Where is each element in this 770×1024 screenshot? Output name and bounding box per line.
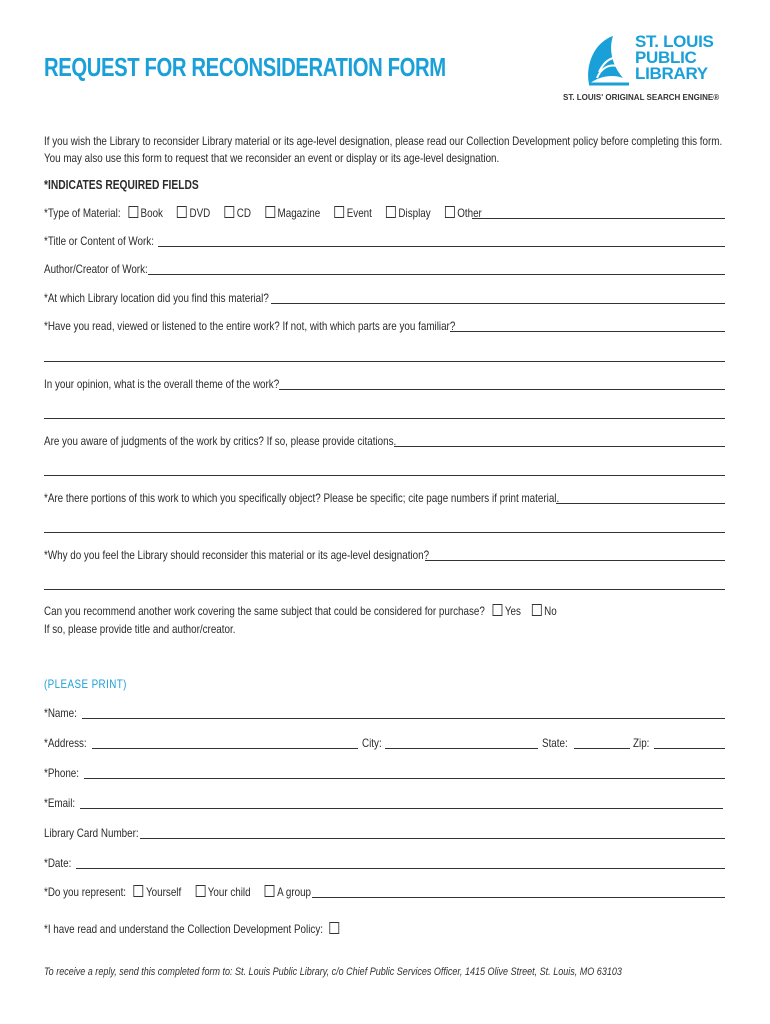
print-note: (PLEASE PRINT): [44, 677, 127, 691]
other-label: Other: [457, 206, 482, 220]
recommend-label: Can you recommend another work covering the same subject that could be considered for purchase?: [44, 604, 485, 618]
address-input-line[interactable]: [92, 748, 358, 749]
date-input-line[interactable]: [76, 868, 725, 869]
your-child-label: Your child: [207, 885, 251, 899]
recommend-no-label: No: [544, 604, 557, 618]
your-child-checkbox[interactable]: [195, 885, 205, 897]
name-input-line[interactable]: [82, 718, 725, 719]
card-label: Library Card Number:: [44, 826, 139, 840]
intro-text: [44, 133, 722, 167]
a-group-label: A group: [277, 885, 312, 899]
other-checkbox[interactable]: [445, 206, 455, 218]
city-label: City:: [362, 736, 382, 750]
title-label: *Title or Content of Work:: [44, 234, 154, 248]
name-label: *Name:: [44, 706, 77, 720]
magazine-checkbox[interactable]: [265, 206, 275, 218]
theme-input-line-2[interactable]: [44, 418, 725, 419]
logo-line-3: LIBRARY: [635, 64, 708, 83]
intro-line-1: If you wish the Library to reconsider Library material or its age-level designation, please read our Collection Development policy before completing this form.: [44, 134, 723, 148]
read-entire-input-line[interactable]: [450, 331, 725, 332]
read-entire-input-line-2[interactable]: [44, 361, 725, 362]
phone-input-line[interactable]: [84, 778, 725, 779]
cd-checkbox[interactable]: [224, 206, 234, 218]
address-label: *Address:: [44, 736, 87, 750]
policy-label: *I have read and understand the Collection Development Policy:: [44, 922, 323, 936]
title-input-line[interactable]: [158, 246, 725, 247]
tagline: ST. LOUIS' ORIGINAL SEARCH ENGINE®: [563, 93, 720, 102]
logo-line-1: ST. LOUIS: [635, 32, 714, 51]
represent-label: *Do you represent:: [44, 885, 127, 899]
intro-line-2: You may also use this form to request that we reconsider an event or display or its age-level designation.: [44, 151, 500, 165]
email-input-line[interactable]: [80, 808, 723, 809]
recommend-yes-label: Yes: [504, 604, 521, 618]
display-label: Display: [398, 206, 431, 220]
page-title: REQUEST FOR RECONSIDERATION FORM: [44, 52, 446, 82]
material-label: *Type of Material:: [44, 206, 121, 220]
author-input-line[interactable]: [148, 274, 725, 275]
group-input-line[interactable]: [312, 897, 725, 898]
logo-line-2: PUBLIC: [635, 48, 697, 67]
cd-label: CD: [236, 206, 252, 220]
yourself-label: Yourself: [146, 885, 182, 899]
city-input-line[interactable]: [385, 748, 538, 749]
logo-text: [635, 34, 714, 82]
object-input-line-2[interactable]: [44, 532, 725, 533]
read-entire-label: *Have you read, viewed or listened to the entire work? If not, with which parts are you familiar?: [44, 319, 456, 333]
author-label: Author/Creator of Work:: [44, 262, 148, 276]
recommend-yes-checkbox[interactable]: [493, 604, 503, 616]
recommend-row: [44, 604, 557, 618]
zip-input-line[interactable]: [654, 748, 725, 749]
material-row: [44, 206, 482, 220]
book-checkbox[interactable]: [128, 206, 138, 218]
location-label: *At which Library location did you find this material?: [44, 291, 269, 305]
dvd-label: DVD: [189, 206, 211, 220]
phone-label: *Phone:: [44, 766, 80, 780]
why-label: *Why do you feel the Library should reconsider this material or its age-level designation?: [44, 548, 430, 562]
footer-note: To receive a reply, send this completed form to: St. Louis Public Library, c/o Chief Public Services Officer, 1415 Olive Street, St. Louis, MO 63103: [44, 966, 622, 978]
recommend-follow-label: If so, please provide title and author/creator.: [44, 622, 236, 636]
yourself-checkbox[interactable]: [134, 885, 144, 897]
theme-label: In your opinion, what is the overall theme of the work?: [44, 377, 280, 391]
date-label: *Date:: [44, 856, 72, 870]
theme-input-line[interactable]: [279, 389, 725, 390]
library-logo-icon: [583, 34, 633, 88]
event-checkbox[interactable]: [334, 206, 344, 218]
why-input-line-2[interactable]: [44, 589, 725, 590]
policy-checkbox[interactable]: [329, 922, 339, 934]
magazine-label: Magazine: [277, 206, 321, 220]
recommend-no-checkbox[interactable]: [532, 604, 542, 616]
card-input-line[interactable]: [140, 838, 725, 839]
display-checkbox[interactable]: [386, 206, 396, 218]
book-label: Book: [140, 206, 163, 220]
critics-input-line-2[interactable]: [44, 475, 725, 476]
critics-label: Are you aware of judgments of the work by critics? If so, please provide citations.: [44, 434, 397, 448]
location-input-line[interactable]: [271, 303, 725, 304]
dvd-checkbox[interactable]: [177, 206, 187, 218]
critics-input-line[interactable]: [394, 446, 725, 447]
email-label: *Email:: [44, 796, 76, 810]
state-label: State:: [542, 736, 568, 750]
a-group-checkbox[interactable]: [265, 885, 275, 897]
represent-row: [44, 885, 311, 899]
state-input-line[interactable]: [574, 748, 630, 749]
other-input-line[interactable]: [472, 218, 725, 219]
zip-label: Zip:: [633, 736, 650, 750]
why-input-line[interactable]: [425, 560, 725, 561]
policy-row: [44, 922, 341, 936]
event-label: Event: [346, 206, 372, 220]
object-label: *Are there portions of this work to which you specifically object? Please be specific; cite page numbers if print material.: [44, 491, 560, 505]
required-note: *INDICATES REQUIRED FIELDS: [44, 178, 199, 192]
object-input-line[interactable]: [556, 503, 725, 504]
